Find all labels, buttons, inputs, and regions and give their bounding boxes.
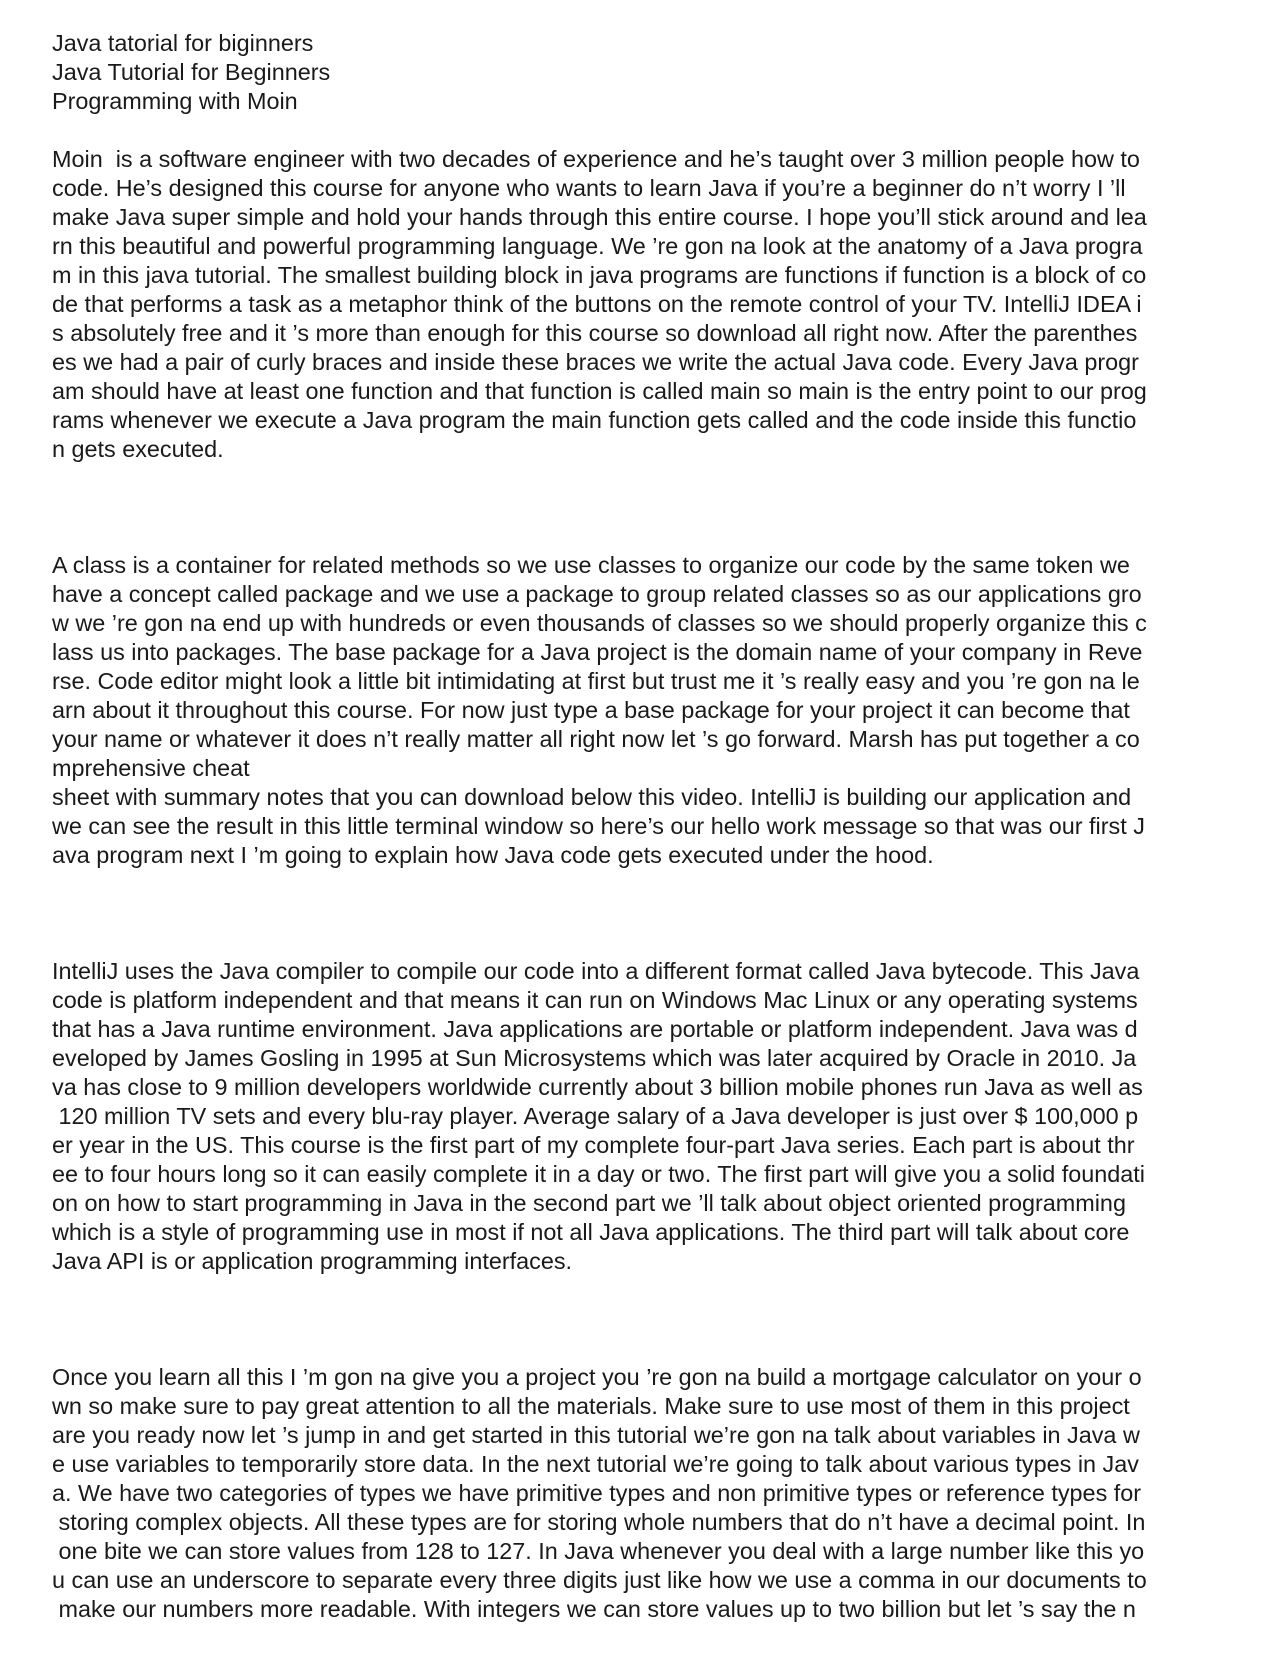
paragraph-line: rams whenever we execute a Java program the main function gets called and the code inside this functio [52, 407, 1137, 433]
paragraph-line: de that performs a task as a metaphor think of the buttons on the remote control of your TV. IntelliJ IDEA i [52, 291, 1142, 317]
paragraph-line: are you ready now let ’s jump in and get started in this tutorial we’re gon na talk about variables in Java w [52, 1422, 1140, 1448]
paragraph-line: storing complex objects. All these types are for storing whole numbers that do n’t have a decimal point. In [52, 1509, 1146, 1535]
paragraph-line: code. He’s designed this course for anyone who wants to learn Java if you’re a beginner do n’t worry I ’ll [52, 175, 1126, 201]
paragraph-line: lass us into packages. The base package for a Java project is the domain name of your company in Reve [52, 639, 1143, 665]
paragraph-4 [52, 1363, 1252, 1624]
document-page [52, 29, 1252, 1624]
paragraph-line: we can see the result in this little terminal window so here’s our hello work message so that was our first J [52, 813, 1145, 839]
paragraph-line: have a concept called package and we use a package to group related classes so as our applications gro [52, 581, 1142, 607]
paragraph-line: your name or whatever it does n’t really matter all right now let ’s go forward. Marsh has put together a co [52, 726, 1140, 752]
paragraph-line: arn about it throughout this course. For now just type a base package for your project it can become that [52, 697, 1130, 723]
paragraph-line: mprehensive cheat [52, 755, 250, 781]
paragraph-line: rn this beautiful and powerful programming language. We ’re gon na look at the anatomy of a Java progra [52, 233, 1143, 259]
paragraph-line: that has a Java runtime environment. Java applications are portable or platform independent. Java was d [52, 1016, 1138, 1042]
paragraph-line: A class is a container for related methods so we use classes to organize our code by the same token we [52, 552, 1130, 578]
paragraph-line: n gets executed. [52, 436, 224, 462]
paragraph-2 [52, 551, 1252, 870]
header-line-3: Programming with Moin [52, 88, 298, 114]
paragraph-line: 120 million TV sets and every blu-ray player. Average salary of a Java developer is just over $ 100,000 p [52, 1103, 1139, 1129]
paragraph-line: e use variables to temporarily store data. In the next tutorial we’re going to talk about various types in Jav [52, 1451, 1139, 1477]
document-header [52, 29, 1252, 116]
paragraph-line: IntelliJ uses the Java compiler to compile our code into a different format called Java bytecode. This Java [52, 958, 1140, 984]
paragraph-line: w we ’re gon na end up with hundreds or even thousands of classes so we should properly organize this c [52, 610, 1147, 636]
paragraph-line: er year in the US. This course is the first part of my complete four-part Java series. Each part is about thr [52, 1132, 1135, 1158]
paragraph-line: wn so make sure to pay great attention to all the materials. Make sure to use most of them in this project [52, 1393, 1130, 1419]
paragraph-line: am should have at least one function and that function is called main so main is the entry point to our prog [52, 378, 1147, 404]
header-line-1: Java tatorial for biginners [52, 30, 314, 56]
paragraph-line: which is a style of programming use in most if not all Java applications. The third part will talk about core [52, 1219, 1130, 1245]
header-line-2: Java Tutorial for Beginners [52, 59, 331, 85]
paragraph-line: u can use an underscore to separate every three digits just like how we use a comma in our documents to [52, 1567, 1147, 1593]
paragraph-line: eveloped by James Gosling in 1995 at Sun Microsystems which was later acquired by Oracle in 2010. Ja [52, 1045, 1137, 1071]
paragraph-line: va has close to 9 million developers worldwide currently about 3 billion mobile phones run Java as well as [52, 1074, 1143, 1100]
paragraph-1 [52, 145, 1252, 464]
paragraph-3 [52, 957, 1252, 1276]
paragraph-line: make Java super simple and hold your hands through this entire course. I hope you’ll stick around and lea [52, 204, 1147, 230]
paragraph-line: es we had a pair of curly braces and inside these braces we write the actual Java code. Every Java progr [52, 349, 1139, 375]
paragraph-line: one bite we can store values from 128 to 127. In Java whenever you deal with a large number like this yo [52, 1538, 1145, 1564]
paragraph-line: sheet with summary notes that you can download below this video. IntelliJ is building our application and [52, 784, 1132, 810]
paragraph-line: on on how to start programming in Java in the second part we ’ll talk about object oriented programming [52, 1190, 1126, 1216]
paragraph-line: m in this java tutorial. The smallest building block in java programs are functions if function is a block of co [52, 262, 1147, 288]
paragraph-line: make our numbers more readable. With integers we can store values up to two billion but let ’s say the n [52, 1596, 1136, 1622]
paragraph-line: a. We have two categories of types we have primitive types and non primitive types or reference types for [52, 1480, 1142, 1506]
paragraph-line: Java API is or application programming interfaces. [52, 1248, 573, 1274]
paragraph-line: Once you learn all this I ’m gon na give you a project you ’re gon na build a mortgage calculator on your o [52, 1364, 1142, 1390]
paragraph-line: ava program next I ’m going to explain how Java code gets executed under the hood. [52, 842, 934, 868]
paragraph-line: Moin is a software engineer with two decades of experience and he’s taught over 3 million people how to [52, 146, 1140, 172]
paragraph-line: code is platform independent and that means it can run on Windows Mac Linux or any operating systems [52, 987, 1138, 1013]
paragraph-line: ee to four hours long so it can easily complete it in a day or two. The first part will give you a solid foundati [52, 1161, 1145, 1187]
paragraph-line: s absolutely free and it ’s more than enough for this course so download all right now. After the parenthes [52, 320, 1138, 346]
paragraph-line: rse. Code editor might look a little bit intimidating at first but trust me it ’s really easy and you ’re gon na le [52, 668, 1140, 694]
